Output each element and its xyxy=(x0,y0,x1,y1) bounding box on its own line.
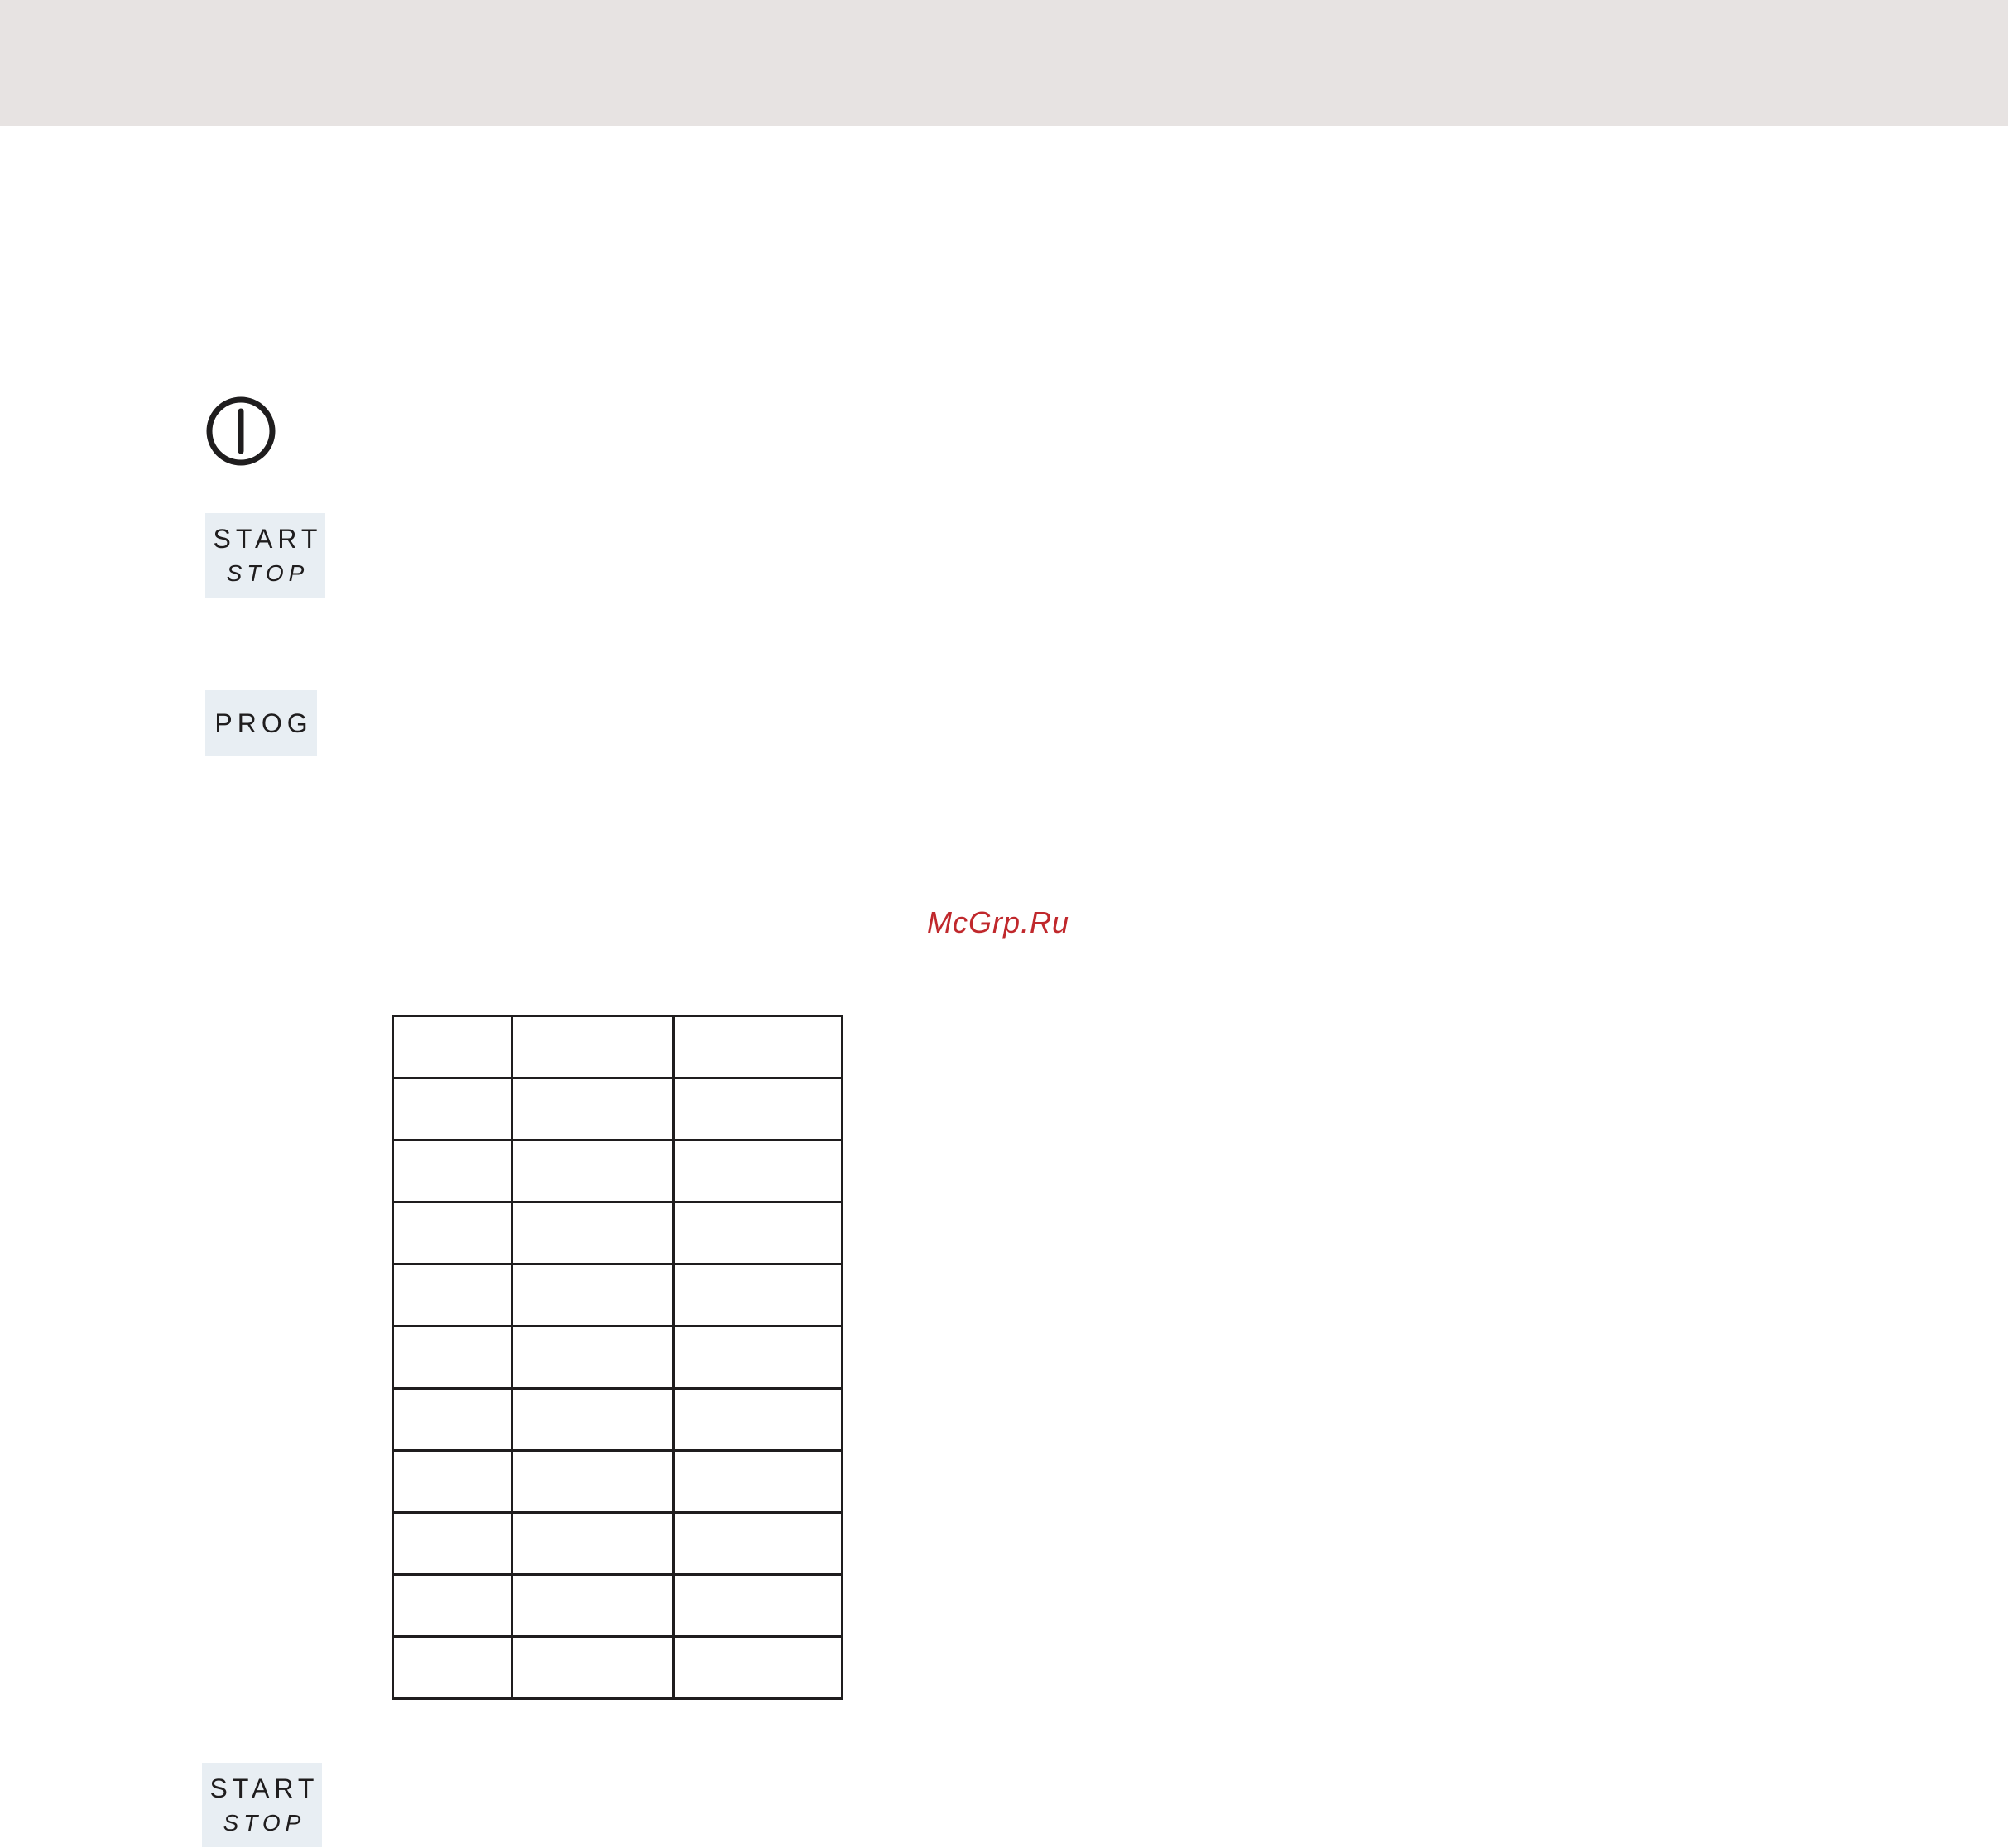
table-row xyxy=(393,1327,843,1389)
table-row xyxy=(393,1016,843,1078)
table-cell xyxy=(512,1327,674,1389)
table-cell xyxy=(512,1389,674,1451)
table-cell xyxy=(512,1513,674,1575)
table-cell xyxy=(393,1078,512,1140)
table-cell xyxy=(512,1265,674,1327)
watermark-text: McGrp.Ru xyxy=(927,905,1070,939)
power-icon[interactable] xyxy=(205,396,276,467)
table-cell xyxy=(393,1575,512,1637)
start-label: START xyxy=(209,1774,319,1803)
table-row xyxy=(393,1513,843,1575)
start-stop-button[interactable] xyxy=(205,513,325,598)
table-row xyxy=(393,1140,843,1202)
table-cell xyxy=(512,1140,674,1202)
table-cell xyxy=(674,1451,843,1513)
table-cell xyxy=(674,1140,843,1202)
table-cell xyxy=(393,1637,512,1699)
table-row xyxy=(393,1265,843,1327)
table-cell xyxy=(674,1016,843,1078)
table-cell xyxy=(674,1202,843,1265)
table-cell xyxy=(512,1016,674,1078)
table-cell xyxy=(512,1078,674,1140)
table-cell xyxy=(393,1327,512,1389)
start-label: START xyxy=(213,524,323,554)
table-cell xyxy=(512,1637,674,1699)
table-cell xyxy=(674,1513,843,1575)
table-cell xyxy=(393,1016,512,1078)
table-cell xyxy=(393,1513,512,1575)
table-cell xyxy=(393,1140,512,1202)
table-cell xyxy=(512,1202,674,1265)
table-row xyxy=(393,1637,843,1699)
table-row xyxy=(393,1202,843,1265)
table-cell xyxy=(674,1389,843,1451)
table-row xyxy=(393,1575,843,1637)
prog-label: PROG xyxy=(214,708,313,738)
table-cell xyxy=(393,1451,512,1513)
header-band xyxy=(0,0,2008,126)
program-table xyxy=(392,1015,843,1700)
table-cell xyxy=(674,1575,843,1637)
table-cell xyxy=(393,1202,512,1265)
table-cell xyxy=(674,1265,843,1327)
start-stop-button-bottom[interactable] xyxy=(202,1763,322,1847)
stop-label: STOP xyxy=(223,1810,306,1836)
table-cell xyxy=(512,1575,674,1637)
table-row xyxy=(393,1389,843,1451)
prog-button[interactable] xyxy=(205,690,317,756)
table-row xyxy=(393,1078,843,1140)
table-row xyxy=(393,1451,843,1513)
table-cell xyxy=(674,1327,843,1389)
table-cell xyxy=(674,1637,843,1699)
table-cell xyxy=(393,1389,512,1451)
table-cell xyxy=(512,1451,674,1513)
stop-label: STOP xyxy=(226,560,310,586)
table-cell xyxy=(674,1078,843,1140)
table-cell xyxy=(393,1265,512,1327)
